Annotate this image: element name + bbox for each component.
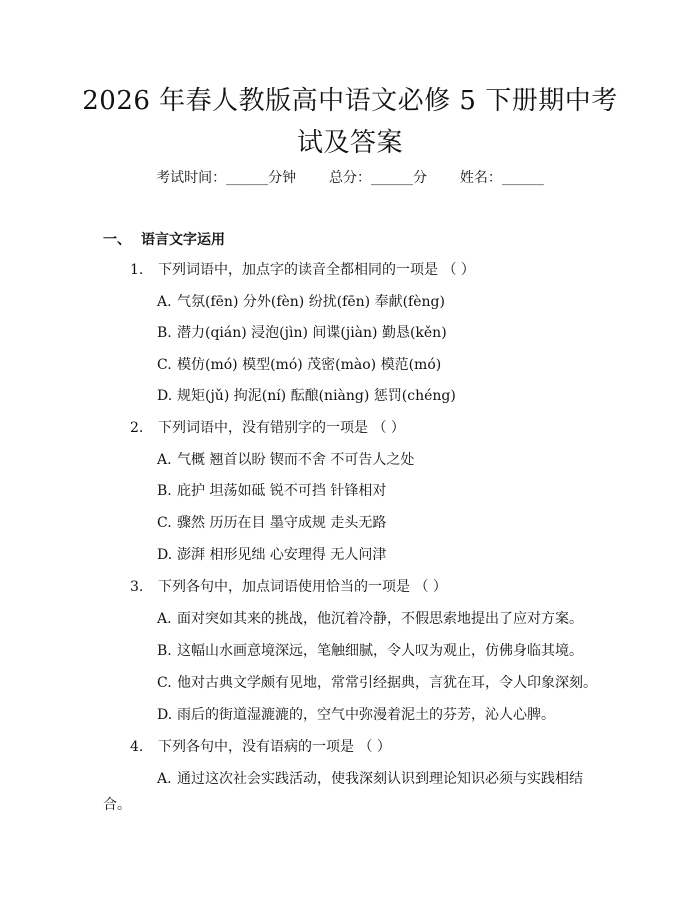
option-text: 雨后的街道湿漉漉的，空气中弥漫着泥土的芬芳，沁人心脾。	[177, 707, 555, 723]
option-letter: A.	[157, 611, 172, 627]
option-text: 通过这次社会实践活动，使我深刻认识到理论知识必须与实践相结合。	[103, 771, 583, 813]
option-letter: A.	[157, 452, 172, 468]
option-letter: A.	[157, 294, 172, 310]
section-heading	[103, 230, 225, 250]
question-1-option-b	[157, 323, 447, 343]
option-text: 面对突如其来的挑战，他沉着冷静，不假思索地提出了应对方案。	[177, 611, 583, 627]
question-number: 3.	[130, 579, 144, 595]
option-text: 气概 翘首以盼 锲而不舍 不可告人之处	[177, 452, 415, 468]
option-text: 庇护 坦荡如砥 锐不可挡 针锋相对	[177, 483, 387, 499]
section-title: 语言文字运用	[141, 232, 225, 248]
option-letter: B.	[157, 643, 172, 659]
name-blank: ______	[501, 170, 544, 186]
option-letter: A.	[157, 771, 172, 787]
question-text: 下列各句中，加点词语使用恰当的一项是 （ ）	[158, 579, 447, 595]
question-text: 下列各句中，没有语病的一项是 （ ）	[158, 739, 391, 755]
title-line-2: 试及答案	[296, 128, 403, 158]
question-2-option-b	[157, 481, 386, 501]
time-blank: ______	[226, 170, 269, 186]
time-unit: 分钟	[268, 170, 297, 186]
question-1-stem	[130, 260, 475, 280]
option-text: 规矩(jǔ) 拘泥(ní) 酝酿(niàng) 惩罚(chéng)	[177, 388, 456, 404]
option-letter: B.	[157, 325, 172, 341]
option-text: 气氛(fēn) 分外(fèn) 纷扰(fēn) 奉献(fèng)	[177, 294, 445, 310]
question-2-stem	[130, 418, 405, 438]
option-text: 澎湃 相形见绌 心安理得 无人问津	[177, 547, 387, 563]
question-1-option-a	[157, 292, 445, 312]
page-title	[60, 80, 640, 164]
time-label: 考试时间：	[156, 170, 227, 186]
question-3-option-d	[157, 705, 555, 725]
exam-meta	[0, 168, 700, 188]
option-letter: C.	[157, 515, 172, 531]
option-letter: D.	[157, 707, 173, 723]
question-text: 下列词语中，加点字的读音全都相同的一项是 （ ）	[158, 262, 475, 278]
question-2-option-a	[157, 450, 414, 470]
option-letter: D.	[157, 388, 173, 404]
question-4-option-a	[103, 766, 593, 818]
option-text: 模仿(mó) 模型(mó) 茂密(mào) 模范(mó)	[177, 357, 442, 373]
title-line-1: 2026 年春人教版高中语文必修 5 下册期中考	[82, 86, 618, 116]
question-text: 下列词语中，没有错别字的一项是 （ ）	[158, 420, 405, 436]
name-label: 姓名：	[459, 170, 502, 186]
option-letter: D.	[157, 547, 173, 563]
option-letter: C.	[157, 675, 172, 691]
score-unit: 分	[413, 170, 427, 186]
question-2-option-d	[157, 545, 386, 565]
option-text: 骤然 历历在目 墨守成规 走头无路	[177, 515, 387, 531]
question-1-option-d	[157, 386, 456, 406]
question-number: 1.	[130, 262, 144, 278]
question-3-option-a	[157, 609, 583, 629]
option-text: 他对古典文学颇有见地，常常引经据典，言犹在耳，令人印象深刻。	[177, 675, 597, 691]
question-4-stem	[130, 737, 391, 757]
option-text: 这幅山水画意境深远，笔触细腻，令人叹为观止，仿佛身临其境。	[177, 643, 583, 659]
question-number: 2.	[130, 420, 144, 436]
question-3-stem	[130, 577, 447, 597]
question-3-option-b	[157, 641, 583, 661]
score-blank: ______	[371, 170, 413, 186]
option-letter: C.	[157, 357, 172, 373]
section-number: 一、	[103, 232, 131, 248]
question-3-option-c	[157, 673, 597, 693]
question-2-option-c	[157, 513, 386, 533]
question-number: 4.	[130, 739, 144, 755]
option-letter: B.	[157, 483, 172, 499]
score-label: 总分：	[329, 170, 371, 186]
question-1-option-c	[157, 355, 441, 375]
option-text: 潜力(qián) 浸泡(jìn) 间谍(jiàn) 勤恳(kěn)	[177, 325, 447, 341]
